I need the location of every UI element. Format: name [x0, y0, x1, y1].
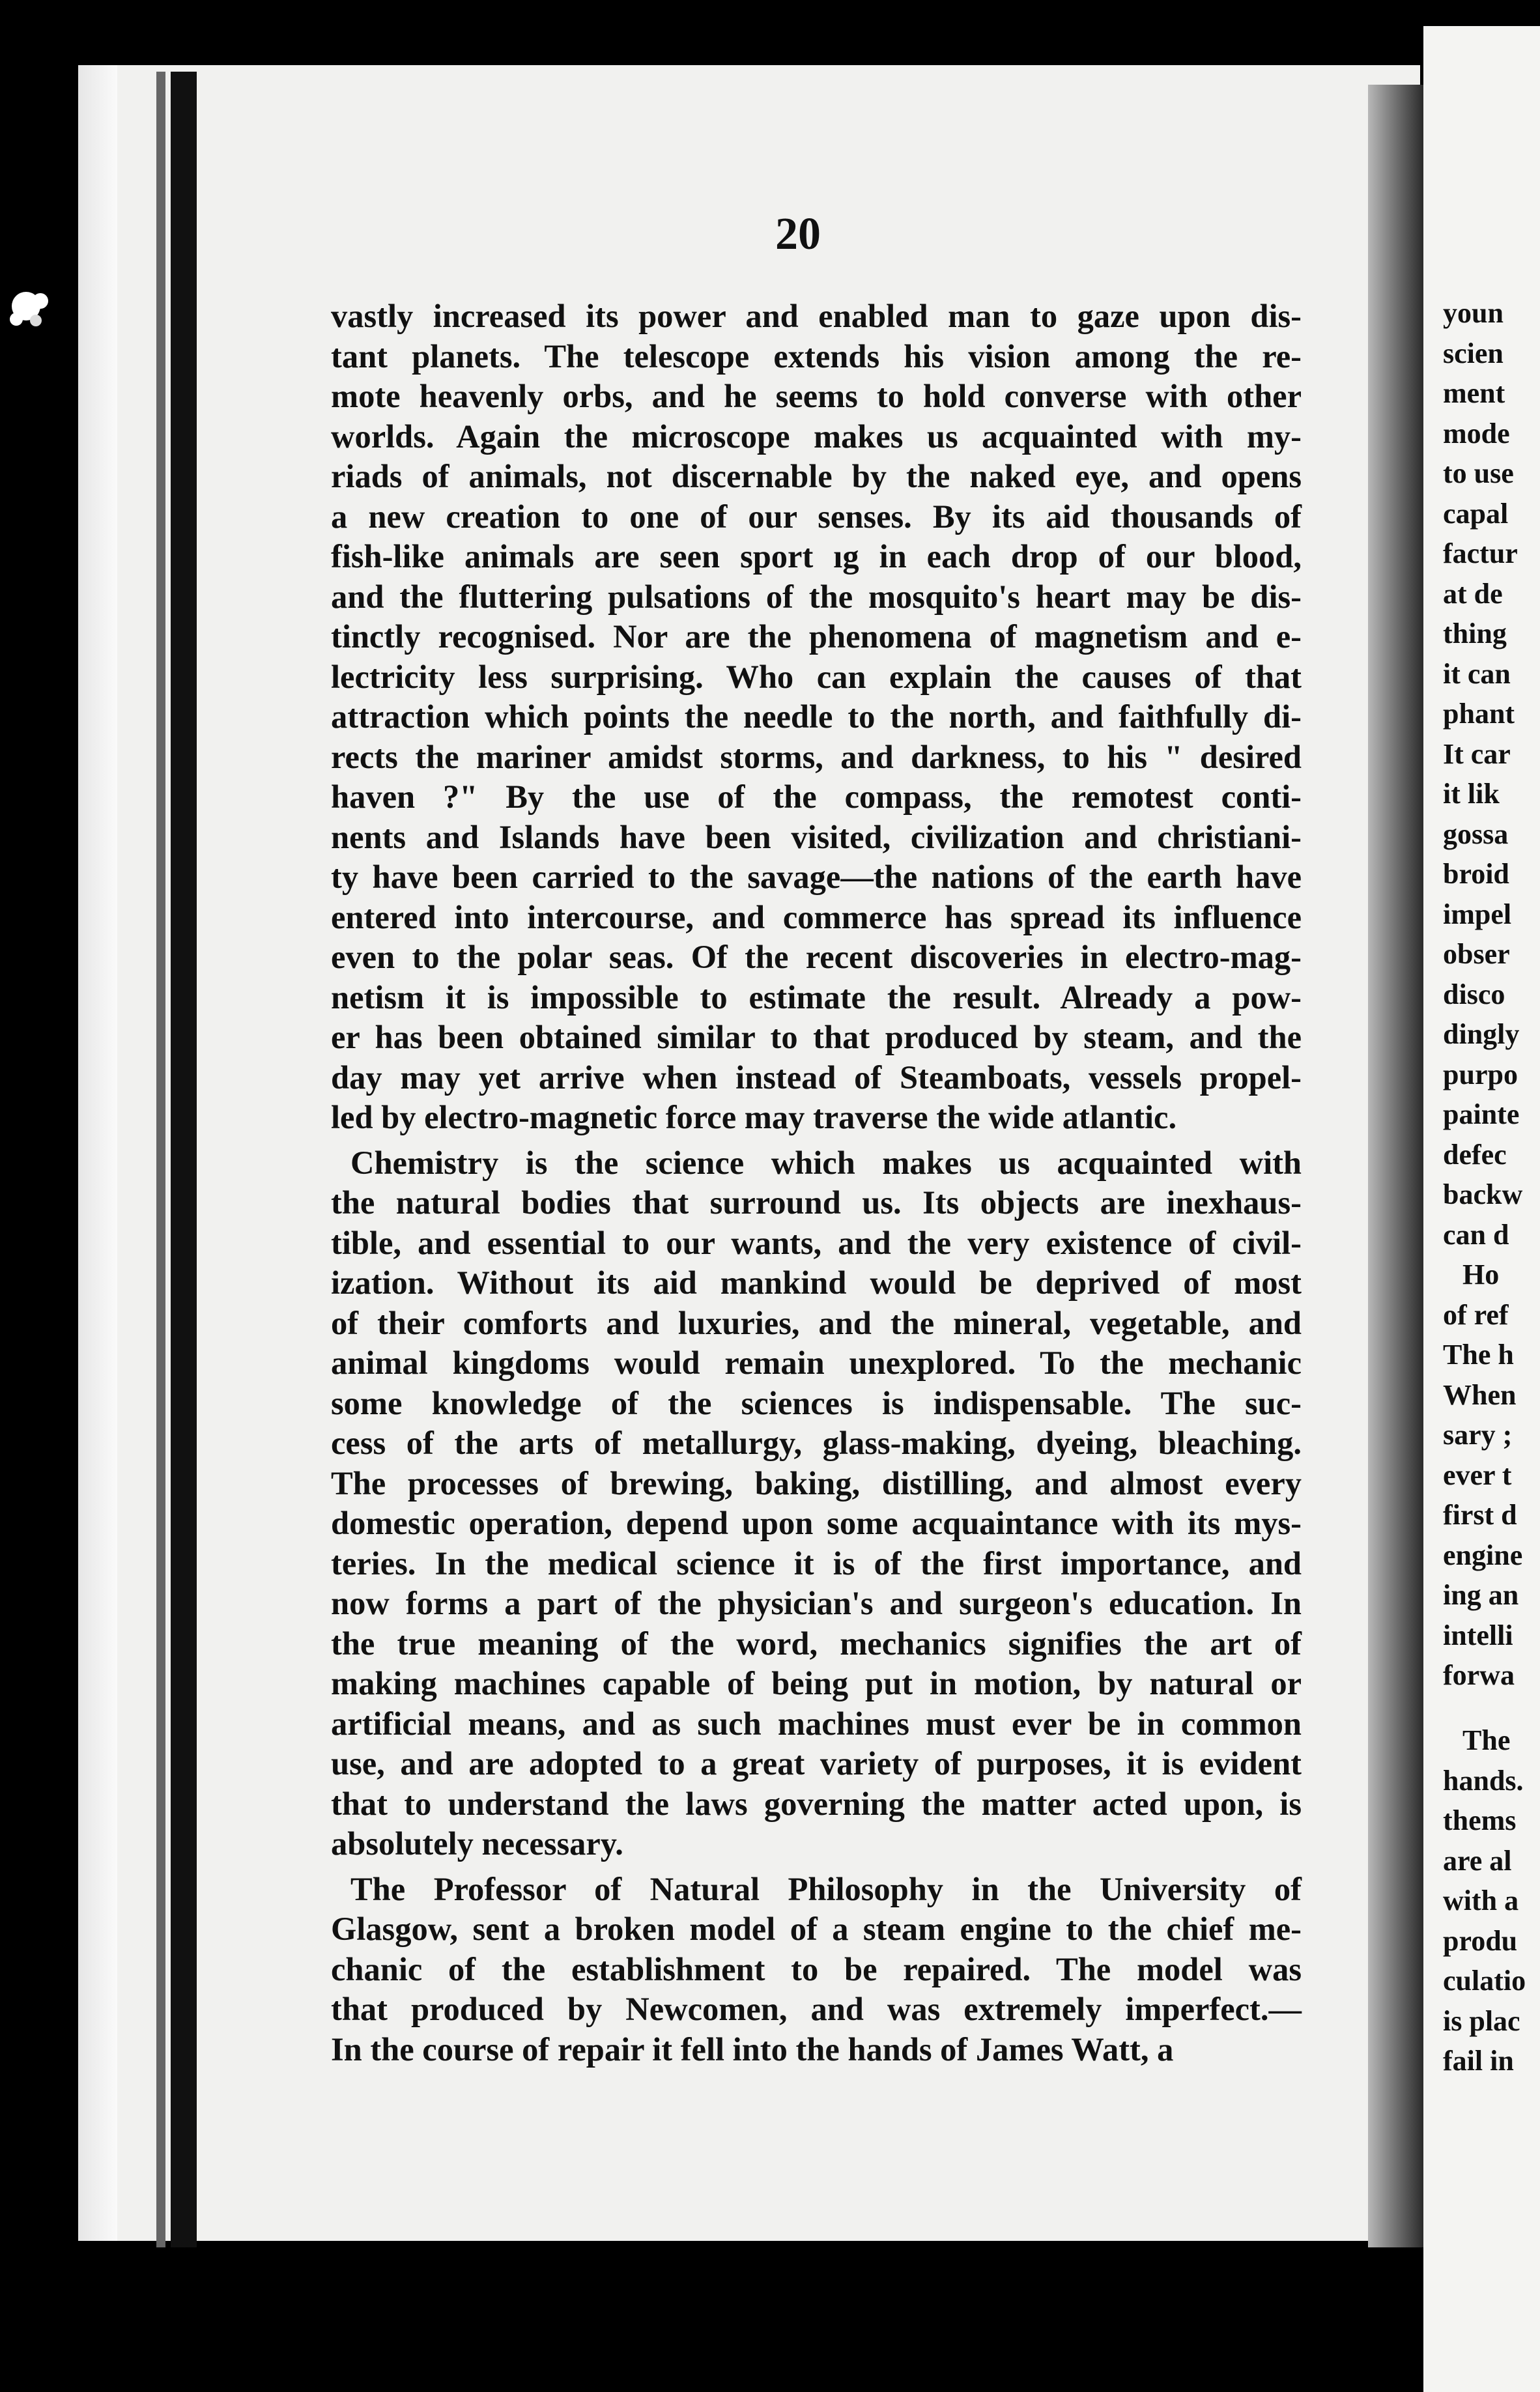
facing-page-line: sary ; [1443, 1419, 1513, 1451]
text-line: animal kingdoms would remain unexplored. To the mechanic [331, 1345, 1302, 1381]
text-line: worlds. Again the microscope makes us acquainted with my- [331, 418, 1302, 455]
facing-page-line: are al [1443, 1844, 1512, 1877]
text-line: the natural bodies that surround us. Its objects are inexhaus- [331, 1184, 1302, 1221]
facing-page-line: painte [1443, 1098, 1520, 1130]
facing-page-line: engine [1443, 1539, 1523, 1571]
facing-page-line: forwa [1443, 1659, 1515, 1691]
facing-page-line: with a [1443, 1885, 1519, 1916]
facing-page-line: Ho [1462, 1259, 1500, 1290]
facing-page-line: it can [1443, 657, 1511, 690]
facing-page-line: ing an [1443, 1579, 1519, 1611]
facing-page-line: It car [1443, 737, 1511, 770]
page-gutter-edge [156, 72, 165, 2247]
paragraph-gap [331, 1138, 1302, 1143]
text-line: a new creation to one of our senses. By its aid thousands of [331, 498, 1302, 535]
facing-page-line: intelli [1443, 1619, 1513, 1651]
text-line: The processes of brewing, baking, distilling, and almost every [331, 1464, 1302, 1502]
facing-page-line: phant [1443, 698, 1515, 730]
text-line: lectricity less surprising. Who can explain the causes of that [331, 658, 1302, 695]
facing-page-line: first d [1443, 1499, 1517, 1531]
text-line: vastly increased its power and enabled man to gaze upon dis- [331, 298, 1302, 334]
text-line: use, and are adopted to a great variety of purposes, it is evident [331, 1745, 1302, 1782]
page-binding-edge [171, 72, 197, 2247]
facing-page-line: thing [1443, 618, 1507, 649]
text-line: that to understand the laws governing the matter acted upon, is [331, 1785, 1302, 1822]
facing-page-line: dingly [1443, 1018, 1520, 1050]
facing-page-line: broid [1443, 858, 1509, 890]
text-line: tant planets. The telescope extends his vision among the re- [331, 337, 1302, 375]
text-line: artificial means, and as such machines must ever be in common [331, 1705, 1302, 1742]
facing-page-line: gossa [1443, 818, 1509, 850]
ink-blot [0, 274, 65, 352]
facing-page-line: fail in [1443, 2045, 1514, 2077]
facing-page-line: of ref [1443, 1298, 1509, 1331]
text-line: some knowledge of the sciences is indispensable. The suc- [331, 1384, 1302, 1421]
facing-page-line: capal [1443, 497, 1509, 530]
page-shadow [78, 65, 117, 2241]
facing-page-line: is plac [1443, 2004, 1520, 2037]
facing-page-line: disco [1443, 978, 1505, 1010]
text-line: day may yet arrive when instead of Steamboats, vessels propel- [331, 1059, 1302, 1096]
text-line: the true meaning of the word, mechanics signifies the art of [331, 1625, 1302, 1662]
text-line: mote heavenly orbs, and he seems to hold converse with other [331, 378, 1302, 414]
text-line: chanic of the establishment to be repaired. The model was [331, 1950, 1302, 1987]
paragraph-gap [331, 1864, 1302, 1870]
facing-page-line: backw [1443, 1178, 1523, 1210]
paragraph [331, 1143, 1302, 1864]
text-line: rects the mariner amidst storms, and darkness, to his " desired [331, 738, 1302, 775]
paragraph [331, 296, 1302, 1138]
facing-page-line: culatio [1443, 1965, 1526, 1997]
text-line: entered into intercourse, and commerce has spread its influence [331, 898, 1302, 935]
text-line: cess of the arts of metallurgy, glass-making, dyeing, bleaching. [331, 1425, 1302, 1461]
text-line: that produced by Newcomen, and was extremely imperfect.— [331, 1991, 1302, 2027]
page-right-shadow [1368, 85, 1427, 2247]
facing-page-line: can d [1443, 1218, 1509, 1251]
body-text [331, 296, 1302, 2070]
paragraph [331, 1870, 1302, 2070]
facing-page-line: The [1462, 1724, 1511, 1756]
facing-page-line: mode [1443, 417, 1510, 449]
page-number: 20 [775, 209, 821, 259]
text-line: teries. In the medical science it is of the first importance, and [331, 1545, 1302, 1582]
facing-page-line: to use [1443, 457, 1514, 489]
facing-page-line: hands. [1443, 1764, 1524, 1797]
text-line: making machines capable of being put in motion, by natural or [331, 1665, 1302, 1701]
text-line: now forms a part of the physician's and surgeon's education. In [331, 1585, 1302, 1621]
text-line: fish-like animals are seen sport ıg in each drop of our blood, [331, 538, 1302, 575]
text-line: netism it is impossible to estimate the result. Already a pow- [331, 978, 1302, 1016]
facing-page-line: ever t [1443, 1459, 1512, 1491]
facing-page-line: factur [1443, 537, 1518, 569]
facing-page-line: produ [1443, 1924, 1518, 1957]
text-line: ty have been carried to the savage—the nations of the earth have [331, 859, 1302, 895]
facing-page-line: youn [1443, 297, 1504, 329]
facing-page-line: impel [1443, 898, 1512, 930]
text-line: nents and Islands have been visited, civilization and christiani- [331, 818, 1302, 855]
text-line: Chemistry is the science which makes us acquainted with [350, 1144, 1302, 1181]
facing-page-line: at de [1443, 577, 1503, 610]
facing-page-line: ment [1443, 377, 1505, 409]
facing-page-line: thems [1443, 1804, 1517, 1836]
text-line: riads of animals, not discernable by the naked eye, and opens [331, 458, 1302, 494]
text-line: of their comforts and luxuries, and the mineral, vegetable, and [331, 1304, 1302, 1341]
text-line: ization. Without its aid mankind would be deprived of most [331, 1264, 1302, 1301]
facing-page-line: When [1443, 1378, 1517, 1411]
text-line: er has been obtained similar to that produced by steam, and the [331, 1019, 1302, 1055]
text-line: Glasgow, sent a broken model of a steam engine to the chief me- [331, 1911, 1302, 1947]
text-line: attraction which points the needle to the north, and faithfully di- [331, 698, 1302, 735]
facing-page [1423, 26, 1540, 2392]
facing-page-line: scien [1443, 337, 1504, 369]
text-line: tinctly recognised. Nor are the phenomena of magnetism and e- [331, 618, 1302, 655]
text-line: tible, and essential to our wants, and the very existence of civil- [331, 1224, 1302, 1261]
facing-page-line: it lik [1443, 778, 1500, 810]
text-line: In the course of repair it fell into the hands of James Watt, a [331, 2030, 1174, 2068]
facing-page-line: defec [1443, 1138, 1507, 1171]
text-line: led by electro-magnetic force may traverse the wide atlantic. [331, 1099, 1177, 1135]
text-line: absolutely necessary. [331, 1825, 623, 1862]
text-line: domestic operation, depend upon some acquaintance with its mys- [331, 1505, 1302, 1541]
facing-page-line: purpo [1443, 1058, 1518, 1090]
facing-page-line: obser [1443, 938, 1510, 970]
text-line: haven ?" By the use of the compass, the remotest conti- [331, 778, 1302, 815]
facing-page-line: The h [1443, 1339, 1514, 1371]
text-line: even to the polar seas. Of the recent discoveries in electro-mag- [331, 939, 1302, 975]
text-line: and the fluttering pulsations of the mosquito's heart may be dis- [331, 578, 1302, 615]
text-line: The Professor of Natural Philosophy in the University of [350, 1870, 1302, 1907]
